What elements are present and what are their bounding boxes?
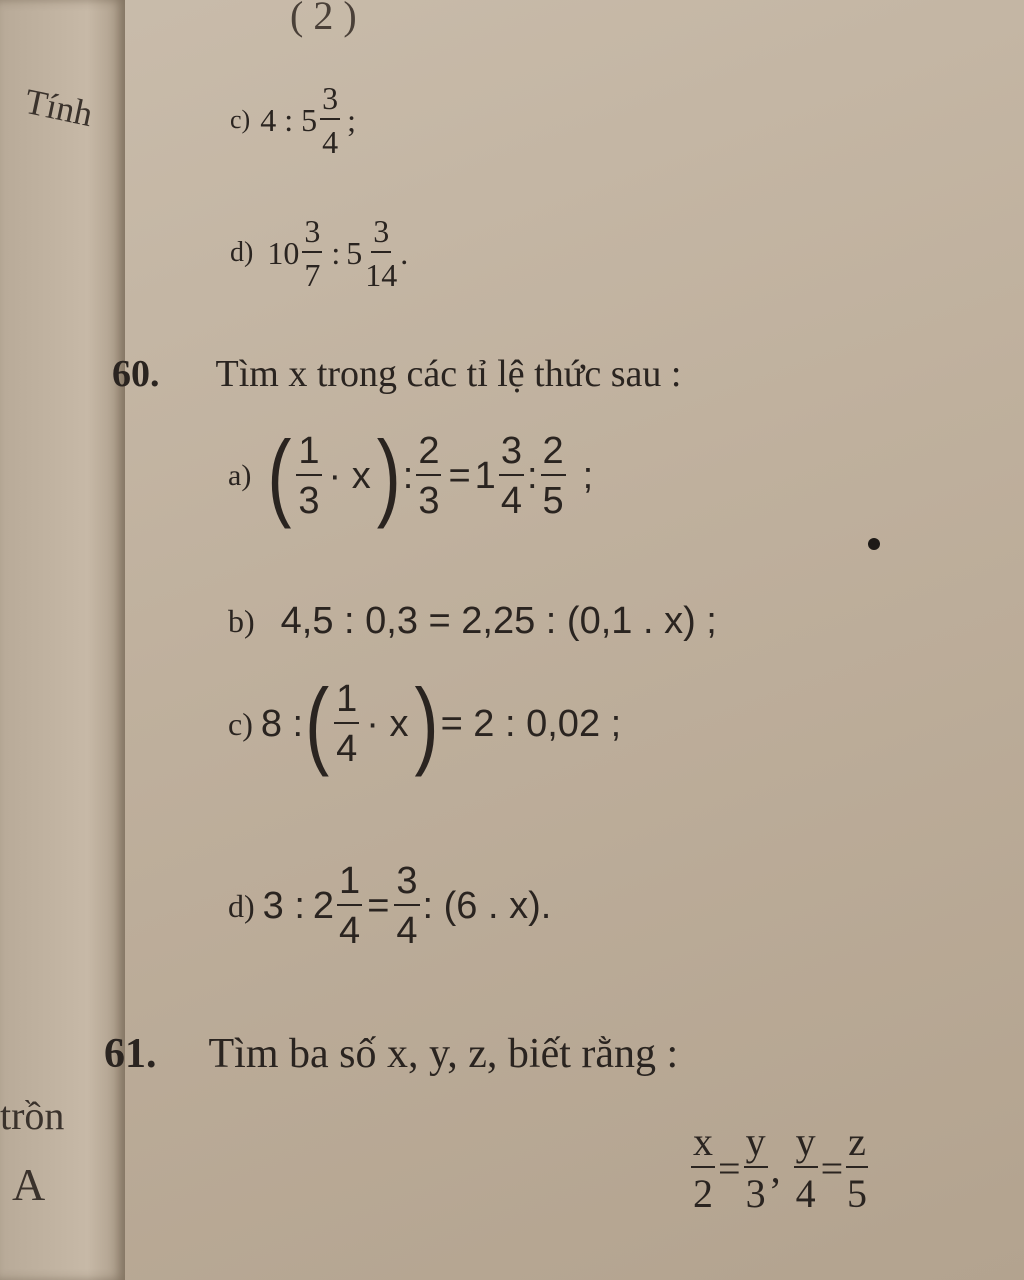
p60c-label: c) <box>228 705 253 742</box>
p60a-num1: 1 <box>296 432 321 476</box>
p60a-frac2 <box>416 432 441 520</box>
p60a-label: a) <box>228 459 252 492</box>
p61-eq2: = <box>820 1145 844 1191</box>
p61-title: Tìm ba số x, y, z, biết rằng : <box>208 1031 679 1077</box>
p60-item-a <box>228 421 594 530</box>
p60d-frac1 <box>337 862 362 950</box>
top-fragment: ( 2 ) <box>290 0 357 39</box>
p61-heading <box>104 1030 678 1078</box>
p61-comma: , <box>770 1145 781 1191</box>
p59d-whole1: 10 <box>267 234 300 271</box>
p60a-den2: 3 <box>418 480 440 522</box>
p60c-den: 4 <box>336 728 358 770</box>
p60a-den1: 3 <box>298 480 320 522</box>
p60c-lparen: ( <box>305 669 330 778</box>
p61-f2n: y <box>744 1122 768 1168</box>
p59-item-d <box>230 215 408 291</box>
p60d-den2: 4 <box>396 910 418 952</box>
p60c-frac <box>334 680 359 768</box>
p59c-a: 4 : <box>260 101 294 138</box>
p60d-whole: 2 <box>312 884 335 927</box>
p61-f3n: y <box>794 1122 818 1168</box>
p60a-num3: 3 <box>499 432 524 476</box>
p60c-num: 1 <box>334 680 359 724</box>
p61-f1n: x <box>691 1122 715 1168</box>
p59d-den2: 14 <box>365 257 398 293</box>
p61-number: 61. <box>104 1031 157 1077</box>
p61-frac-y3 <box>744 1119 768 1216</box>
p60b-expr: 4,5 : 0,3 = 2,25 : (0,1 . x) ; <box>280 600 717 642</box>
p60a-rparen: ) <box>376 421 401 530</box>
p60a-frac4 <box>541 432 566 520</box>
p59d-whole2: 5 <box>346 234 363 271</box>
p59c-frac <box>320 82 340 158</box>
p61-f3d: 4 <box>795 1171 816 1216</box>
p60c-rparen: ) <box>414 669 439 778</box>
margin-tinh: Tính <box>21 80 97 135</box>
p59c-whole: 5 <box>301 101 318 138</box>
p59-item-c <box>230 82 356 158</box>
p60d-post: : (6 . x). <box>422 884 552 927</box>
p59d-tail: . <box>400 234 409 271</box>
p61-f4n: z <box>846 1122 868 1168</box>
p60d-num2: 3 <box>394 862 419 906</box>
p61-f1d: 2 <box>693 1171 713 1216</box>
p60a-eq: = <box>448 454 471 497</box>
p59c-label: c) <box>230 105 251 134</box>
p59d-label: d) <box>230 237 254 268</box>
p60a-tail: ; <box>582 454 594 497</box>
margin-a: A <box>12 1159 46 1210</box>
margin-tron: trồn <box>0 1093 65 1138</box>
p60c-dotx: · x <box>366 702 409 745</box>
p60a-whole: 1 <box>474 454 496 497</box>
p60a-colon1: : <box>402 454 414 497</box>
p60d-pre: 3 : <box>262 884 305 927</box>
p60-title: Tìm x trong các tỉ lệ thức sau : <box>215 353 682 395</box>
p60a-lparen: ( <box>267 421 292 530</box>
p60a-den3: 4 <box>500 480 522 522</box>
p60d-label: d) <box>228 887 255 924</box>
p59c-tail: ; <box>347 101 356 138</box>
p61-frac-z5 <box>846 1119 868 1216</box>
p60-item-d <box>228 862 551 950</box>
p61-equation <box>688 1119 871 1216</box>
p61-frac-x2 <box>691 1119 715 1216</box>
p59d-num1: 3 <box>302 215 322 253</box>
p60-number: 60. <box>112 353 160 395</box>
p59c-den: 4 <box>322 124 339 160</box>
p60d-den1: 4 <box>339 910 361 952</box>
p60d-frac2 <box>394 862 419 950</box>
p61-frac-y4 <box>794 1119 818 1216</box>
p59c-num: 3 <box>320 82 340 120</box>
p59d-num2: 3 <box>371 215 391 253</box>
p60a-frac1 <box>296 432 321 520</box>
p61-eq1: = <box>718 1145 741 1191</box>
p60a-colon2: : <box>526 454 538 497</box>
p60a-den4: 5 <box>542 480 564 522</box>
p60-heading <box>112 352 681 396</box>
ink-dot <box>868 538 880 550</box>
top-fragment-text: 2 <box>313 0 334 38</box>
p60a-num4: 2 <box>541 432 566 476</box>
left-page-edge <box>0 0 125 1280</box>
p59d-den1: 7 <box>304 257 321 293</box>
p60-item-b <box>228 600 717 643</box>
p59d-frac1 <box>302 215 322 291</box>
p60a-frac3 <box>499 432 524 520</box>
p60-item-c <box>228 669 622 778</box>
p60b-label: b) <box>228 603 255 639</box>
p61-f4d: 5 <box>847 1171 867 1216</box>
p60c-pre: 8 : <box>260 702 304 745</box>
p60d-num1: 1 <box>337 862 362 906</box>
p61-f2d: 3 <box>745 1171 766 1216</box>
p60d-eq: = <box>367 884 390 927</box>
p60a-num2: 2 <box>416 432 441 476</box>
p59d-mid: : <box>331 234 341 271</box>
p60a-dotx: · x <box>328 454 371 497</box>
p59d-frac2 <box>365 215 397 291</box>
p60c-post: = 2 : 0,02 ; <box>440 702 622 745</box>
